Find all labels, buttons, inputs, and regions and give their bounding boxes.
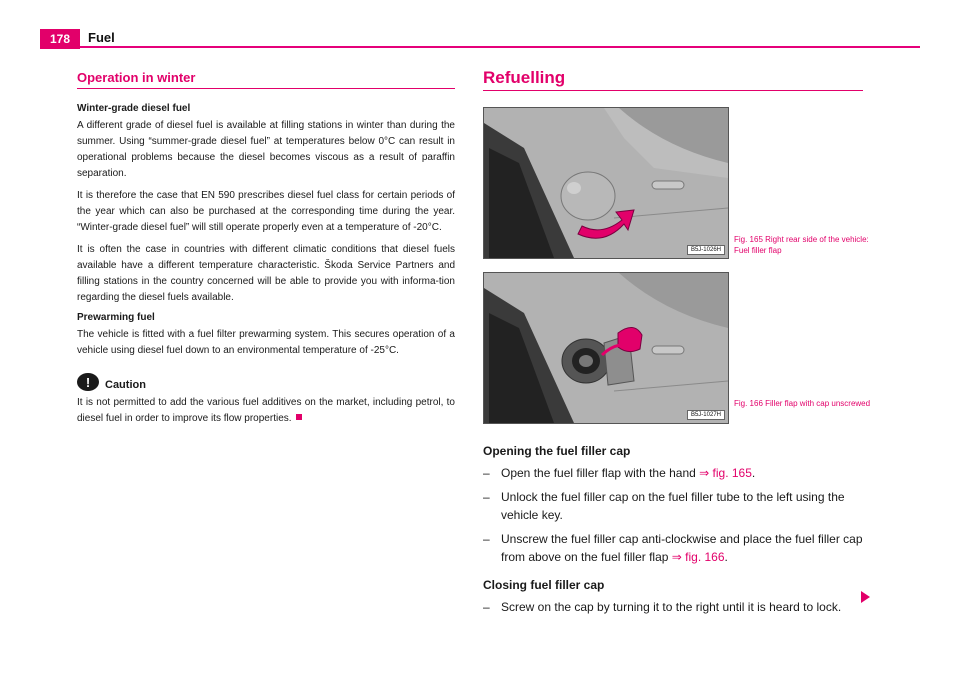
subheading-winter-diesel: Winter-grade diesel fuel: [77, 103, 191, 114]
continue-arrow-icon: [861, 591, 870, 603]
list-item: [483, 530, 873, 566]
step-end: .: [724, 550, 728, 564]
figure-166-caption: Fig. 166 Filler flap with cap unscrewed: [734, 399, 871, 408]
step-text: Screw on the cap by turning it to the right until it is heard to lock.: [501, 600, 842, 614]
subheading-prewarming: Prewarming fuel: [77, 312, 155, 323]
step-dash: –: [483, 532, 490, 546]
figure-166-image: [483, 272, 729, 424]
paragraph: It is often the case in countries with different climatic conditions that diesel fuels available have a different temperature characteristic. Škoda Service Partners and filling stations in the country concerned will be able to provide you with informa-tion regarding the diesel fuels available.: [77, 244, 455, 303]
step-text: Unlock the fuel filler cap on the fuel filler tube to the left using the vehicle key.: [501, 490, 845, 522]
caution-label: Caution: [105, 379, 146, 391]
step-text: [501, 464, 755, 482]
caution-icon: !: [77, 373, 99, 391]
step-body: Open the fuel filler flap with the hand: [501, 466, 700, 480]
list-item: [483, 464, 873, 482]
figure-165-image: [483, 107, 729, 259]
caution-text-body: It is not permitted to add the various fuel additives on the market, including petrol, to diesel fuel in order to improve its flow properties.: [77, 397, 455, 424]
step-text: [501, 530, 873, 566]
caution-text: [77, 395, 455, 427]
step-dash: –: [483, 466, 490, 480]
paragraph: A different grade of diesel fuel is available at filling stations in winter than during the summer. Using “summer-grade diesel fuel” at temperatures below 0°C can result in operational problems because the diesel becomes viscous as a result of paraffin separation.: [77, 120, 455, 179]
car-rear-side-illustration: [484, 108, 728, 258]
left-column: [77, 70, 455, 433]
refuelling-procedure: [483, 444, 873, 622]
subheading-closing: Closing fuel filler cap: [483, 578, 605, 592]
step-end: .: [751, 466, 756, 480]
header-rule: [80, 46, 920, 48]
running-title: Fuel: [88, 30, 115, 45]
filler-flap-open-illustration: [484, 273, 728, 423]
paragraph: It is therefore the case that EN 590 prescribes diesel fuel class for certain periods of the year which can also be purchased at the corresponding time during the year. “Winter-grade diesel fuel” will still operate properly even at a temperature of -20°C.: [77, 190, 455, 233]
step-dash: –: [483, 600, 490, 614]
list-item: [483, 598, 873, 616]
figure-code: B5J-1026H: [687, 245, 725, 255]
section-heading-refuelling: Refuelling: [483, 68, 863, 91]
step-dash: –: [483, 490, 490, 504]
figure-reference-link[interactable]: ⇒ fig. 166: [671, 550, 725, 564]
caution-box: [77, 373, 455, 391]
figure-code: B5J-1027H: [687, 410, 725, 420]
end-of-section-mark: [296, 414, 302, 420]
right-column: [483, 68, 863, 107]
page-number: 178: [40, 29, 80, 49]
section-heading-winter: Operation in winter: [77, 70, 455, 89]
subheading-opening: Opening the fuel filler cap: [483, 444, 631, 458]
figure-165-caption: Fig. 165 Right rear side of the vehicle: Fuel filler flap: [734, 235, 869, 255]
step-body: Unscrew the fuel filler cap anti-clockwise and place the fuel filler cap from above on the fuel filler flap: [501, 532, 863, 564]
list-item: [483, 488, 873, 524]
paragraph: The vehicle is fitted with a fuel filter prewarming system. This secures operation of a vehicle using diesel fuel down to an environmental temperature of -25°C.: [77, 329, 455, 356]
figure-reference-link[interactable]: ⇒ fig. 165: [699, 466, 752, 480]
